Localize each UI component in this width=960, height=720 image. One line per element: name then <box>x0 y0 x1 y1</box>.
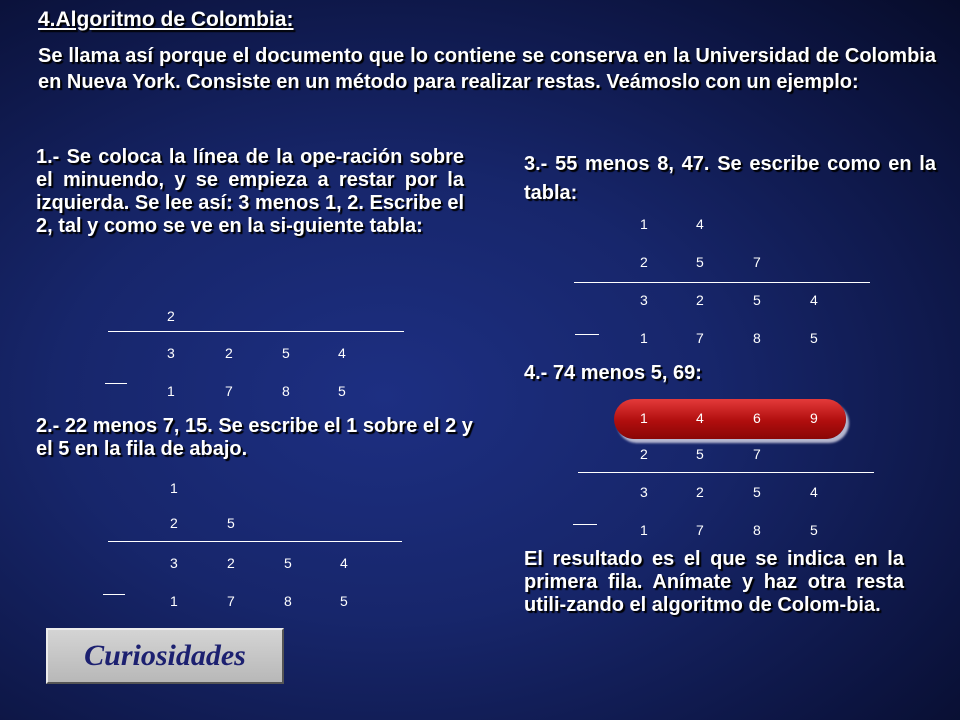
t3-r4-c4: 5 <box>810 330 818 346</box>
t1-r3-c2: 7 <box>225 383 233 399</box>
step-1-text: 1.- Se coloca la línea de la ope-ración sobre el minuendo, y se empieza a restar por la izquierda. Se lee así: 3 menos 1, 2. Escribe el 2, tal y como se ve en la si-guiente tabla: <box>36 146 464 237</box>
t1-minus-sign <box>105 383 127 384</box>
t4-r1-c1: 1 <box>640 410 648 426</box>
t4-r3-c4: 4 <box>810 484 818 500</box>
t3-r4-c1: 1 <box>640 330 648 346</box>
t3-r3-c4: 4 <box>810 292 818 308</box>
t3-operation-line <box>574 282 870 283</box>
intro-paragraph: Se llama así porque el documento que lo contiene se conserva en la Universidad de Colombia en Nueva York. Consiste en un método para realizar restas. Veámoslo con un ejemplo: <box>38 45 936 93</box>
t4-r1-c2: 4 <box>696 410 704 426</box>
t4-r4-c1: 1 <box>640 522 648 538</box>
t3-r3-c3: 5 <box>753 292 761 308</box>
t2-operation-line <box>108 541 402 542</box>
t2-r4-c1: 1 <box>170 593 178 609</box>
t4-r1-c4: 9 <box>810 410 818 426</box>
curiosidades-button[interactable] <box>46 628 284 684</box>
t3-r3-c2: 2 <box>696 292 704 308</box>
t3-r1-c2: 4 <box>696 216 704 232</box>
t3-r1-c1: 1 <box>640 216 648 232</box>
t1-r2-c2: 2 <box>225 345 233 361</box>
t2-r2-c1: 2 <box>170 515 178 531</box>
t2-r4-c4: 5 <box>340 593 348 609</box>
t4-r4-c3: 8 <box>753 522 761 538</box>
t4-r2-c3: 7 <box>753 446 761 462</box>
t4-operation-line <box>578 472 874 473</box>
t4-minus-sign <box>573 524 597 525</box>
t2-r3-c3: 5 <box>284 555 292 571</box>
t4-r4-c4: 5 <box>810 522 818 538</box>
t4-r3-c1: 3 <box>640 484 648 500</box>
t1-r3-c4: 5 <box>338 383 346 399</box>
t4-r3-c2: 2 <box>696 484 704 500</box>
t4-r1-c3: 6 <box>753 410 761 426</box>
t3-minus-sign <box>575 334 599 335</box>
t4-r2-c2: 5 <box>696 446 704 462</box>
t2-r3-c1: 3 <box>170 555 178 571</box>
t3-r2-c2: 5 <box>696 254 704 270</box>
t2-r3-c2: 2 <box>227 555 235 571</box>
t2-minus-sign <box>103 594 125 595</box>
t3-r4-c3: 8 <box>753 330 761 346</box>
t3-r3-c1: 3 <box>640 292 648 308</box>
t3-r4-c2: 7 <box>696 330 704 346</box>
t4-r4-c2: 7 <box>696 522 704 538</box>
section-heading: 4.Algoritmo de Colombia: <box>38 8 294 31</box>
t1-operation-line <box>108 331 404 332</box>
t2-r1-c1: 1 <box>170 480 178 496</box>
t1-r3-c1: 1 <box>167 383 175 399</box>
result-text: El resultado es el que se indica en la primera fila. Anímate y haz otra resta utili-zando el algoritmo de Colom-bia. <box>524 548 904 616</box>
t2-r2-c2: 5 <box>227 515 235 531</box>
t1-r2-c3: 5 <box>282 345 290 361</box>
step-2-text: 2.- 22 menos 7, 15. Se escribe el 1 sobre el 2 y el 5 en la fila de abajo. <box>36 415 473 460</box>
step-3-text: 3.- 55 menos 8, 47. Se escribe como en la tabla: <box>524 153 936 204</box>
t1-r2-c1: 3 <box>167 345 175 361</box>
curiosidades-button-label: Curiosidades <box>84 639 246 672</box>
t2-r3-c4: 4 <box>340 555 348 571</box>
step-4-text: 4.- 74 menos 5, 69: <box>524 362 702 384</box>
t2-r4-c2: 7 <box>227 593 235 609</box>
t2-r4-c3: 8 <box>284 593 292 609</box>
t1-r2-c4: 4 <box>338 345 346 361</box>
t3-r2-c3: 7 <box>753 254 761 270</box>
t1-r1-c1: 2 <box>167 308 175 324</box>
t3-r2-c1: 2 <box>640 254 648 270</box>
t1-r3-c3: 8 <box>282 383 290 399</box>
t4-r2-c1: 2 <box>640 446 648 462</box>
t4-r3-c3: 5 <box>753 484 761 500</box>
